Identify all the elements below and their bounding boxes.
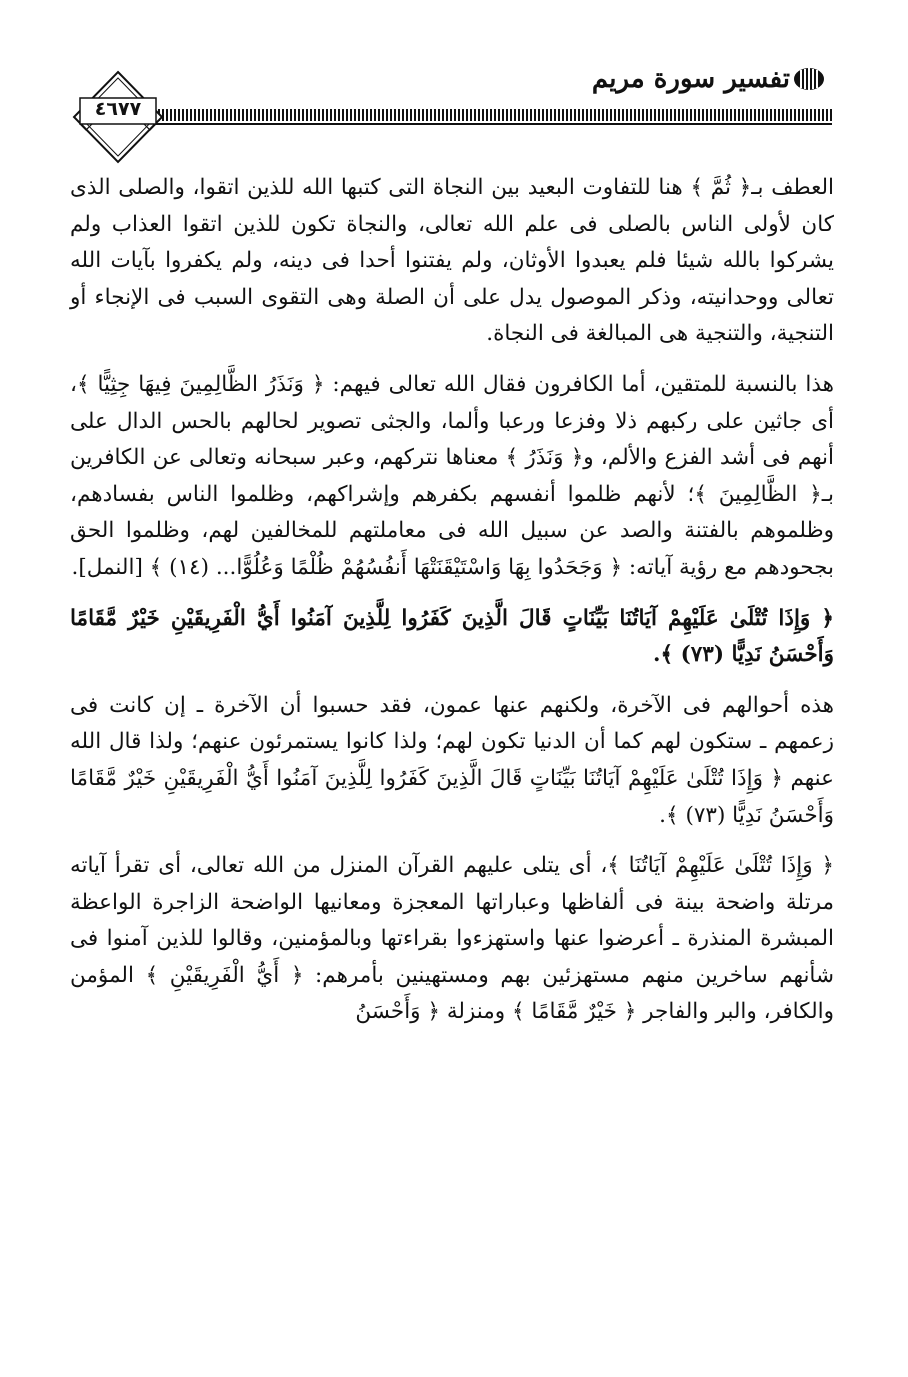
page-body bbox=[70, 170, 834, 1031]
page-number: ٤٦٧٧ bbox=[94, 98, 142, 120]
paragraph-3: هذه أحوالهم فى الآخرة، ولكنهم عنها عمون، فقد حسبوا أن الآخرة ـ إن كانت فى زعمهم ـ ستكون لهم كما أن الدنيا تكون لهم؛ ولذا كانوا يستمرئون عنهم؛ ولذا قال الله عنهم ﴿ وَإِذَا تُتْلَىٰ عَلَيْهِمْ آيَاتُنَا بَيِّنَاتٍ قَالَ الَّذِينَ كَفَرُوا لِلَّذِينَ آمَنُوا أَيُّ الْفَرِيقَيْنِ خَيْرٌ مَّقَامًا وَأَحْسَنُ نَدِيًّا (٧٣) ﴾. bbox=[70, 692, 834, 828]
running-title: تفسير سورة مريم bbox=[591, 64, 790, 94]
paragraph-1: العطف بـ﴿ ثُمَّ ﴾ هنا للتفاوت البعيد بين النجاة التى كتبها الله للذين اتقوا، والصلى الذى كان لأولى الناس بالصلى فى علم الله تعالى، والنجاة تكون للذين اتقوا العذاب ولم يشركوا بالله شيئا فلم يعبدوا الأوثان، ولم يفتنوا أحدا فى دينه، ولم يكفروا بآيات الله تعالى ووحدانيته، وذكر الموصول يدل على أن الصلة وهى التقوى السبب فى الإنجاء أو التنجية، والتنجية هى المبالغة فى النجاة. bbox=[70, 175, 834, 347]
paragraph-2: هذا بالنسبة للمتقين، أما الكافرون فقال الله تعالى فيهم: ﴿ وَنَذَرُ الظَّالِمِينَ فِيهَا جِثِيًّا ﴾، أى جاثين على ركبهم ذلا وفزعا ورعبا وألما، والجثى تصوير لحالهم بالحس الدال على أنهم فى أشد الفزع والألم، و﴿ وَنَذَرُ ﴾ معناها نتركهم، وعبر سبحانه وتعالى عن الكافرين بـ﴿ الظَّالِمِينَ ﴾؛ لأنهم ظلموا أنفسهم بكفرهم وإشراكهم، وظلموا الناس بفسادهم، وظلموهم بالفتنة والصد عن سبيل الله فى معاملتهم للمخالفين لهم، وظلموا الحق بجحودهم مع رؤية آياته: ﴿ وَجَحَدُوا بِهَا وَاسْتَيْقَنَتْهَا أَنفُسُهُمْ ظُلْمًا وَعُلُوًّا... (١٤) ﴾ [النمل]. bbox=[70, 371, 835, 580]
quran-verse-block: ﴿ وَإِذَا تُتْلَىٰ عَلَيْهِمْ آيَاتُنَا بَيِّنَاتٍ قَالَ الَّذِينَ كَفَرُوا لِلَّذِينَ آمَنُوا أَيُّ الْفَرِيقَيْنِ خَيْرٌ مَّقَامًا وَأَحْسَنُ نَدِيًّا (٧٣) ﴾. bbox=[70, 605, 834, 668]
header-rule-line bbox=[150, 123, 832, 125]
header-rule bbox=[150, 109, 832, 121]
ornament-icon bbox=[792, 66, 826, 92]
page-header bbox=[0, 0, 908, 170]
paragraph-4: ﴿ وَإِذَا تُتْلَىٰ عَلَيْهِمْ آيَاتُنَا ﴾، أى يتلى عليهم القرآن المنزل من الله تعالى، أى تقرأ آياته مرتلة واضحة بينة فى ألفاظها وعباراتها المعجزة ومعانيها الواضحة الزاجرة الواعظة المبشرة المنذرة ـ أعرضوا عنها واستهزءوا بقراءتها وبالمؤمنين، وقالوا للذين آمنوا فى شأنهم ساخرين منهم مستهزئين بهم ومستهينين بأمرهم: ﴿ أَيُّ الْفَرِيقَيْنِ ﴾ المؤمن والكافر، والبر والفاجر ﴿ خَيْرٌ مَّقَامًا ﴾ ومنزلة ﴿ وَأَحْسَنُ bbox=[70, 853, 834, 1025]
